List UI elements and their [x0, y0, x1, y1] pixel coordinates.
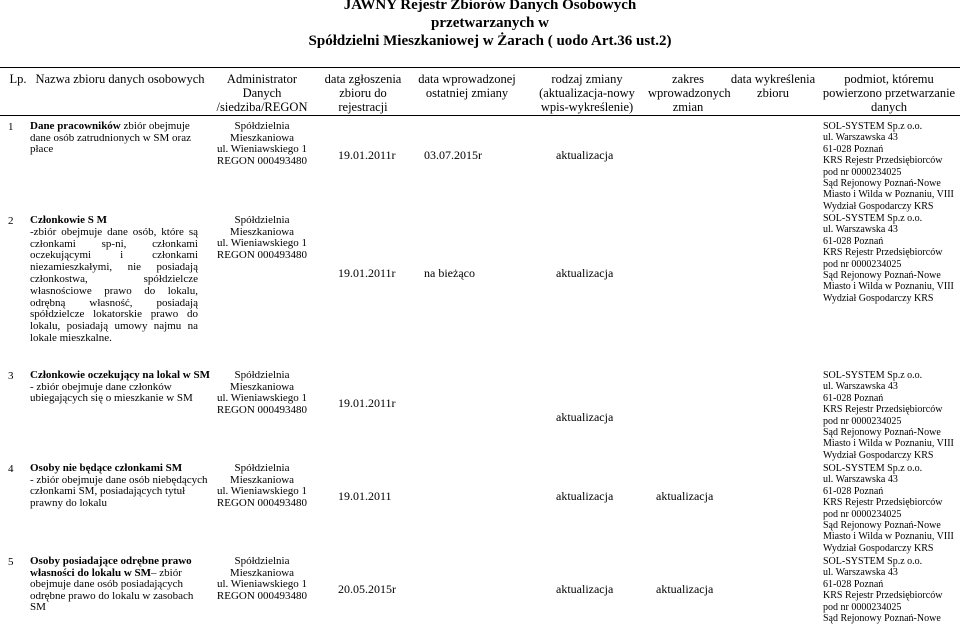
- row-last-change: na bieżąco: [424, 266, 475, 280]
- header-top-rule: [0, 67, 960, 68]
- processor-line: 61-028 Poznań: [823, 235, 884, 247]
- processor-line: 61-028 Poznań: [823, 578, 884, 590]
- header-lp: Lp.: [9, 72, 27, 86]
- row-change-type: aktualizacja: [556, 410, 614, 424]
- row-number: 2: [8, 215, 14, 227]
- row-number: 3: [8, 370, 14, 382]
- admin-line: Mieszkaniowa: [229, 473, 295, 486]
- header-bottom-rule: [0, 115, 960, 116]
- row-processor: [823, 213, 960, 304]
- processor-line: Miasto i Wilda w Poznaniu, VIII: [823, 531, 954, 543]
- processor-line: Sąd Rejonowy Poznań-Nowe: [823, 178, 941, 190]
- processor-line: Miasto i Wilda w Poznaniu, VIII: [823, 438, 954, 450]
- header-change-type: rodzaj zmiany (aktualizacja-nowy wpis-wykreślenie): [539, 72, 635, 114]
- processor-line: ul. Warszawska 43: [823, 567, 898, 579]
- admin-line: ul. Wieniawskiego 1: [216, 143, 308, 156]
- processor-line: pod nr 0000234025: [823, 258, 902, 270]
- row-registration-date: 19.01.2011r: [338, 266, 396, 280]
- processor-line: pod nr 0000234025: [823, 508, 902, 520]
- processor-line: ul. Warszawska 43: [823, 381, 898, 393]
- processor-line: ul. Warszawska 43: [823, 224, 898, 236]
- row-admin: [212, 556, 312, 602]
- row-admin: [212, 370, 312, 416]
- processor-line: pod nr 0000234025: [823, 166, 902, 178]
- admin-line: Spółdzielnia: [234, 462, 290, 474]
- row-processor: [823, 121, 960, 212]
- processor-line: KRS Rejestr Przedsiębiorców: [823, 497, 943, 509]
- processor-line: Miasto i Wilda w Poznaniu, VIII: [823, 189, 954, 201]
- row-admin: [212, 121, 312, 167]
- admin-line: Mieszkaniowa: [229, 131, 295, 144]
- header-admin: Administrator Danych /siedziba/REGON: [216, 72, 308, 114]
- header-name: Nazwa zbioru danych osobowych: [35, 72, 205, 86]
- processor-line: SOL-SYSTEM Sp.z o.o.: [823, 213, 923, 224]
- row-name: [30, 556, 210, 614]
- admin-line: REGON 000493480: [216, 248, 308, 261]
- admin-line: ul. Wieniawskiego 1: [216, 485, 308, 498]
- row-name: [30, 463, 210, 509]
- row-description: - zbiór obejmuje dane osób niebędących członkami SM, posiadających tytuł prawny do lokalu: [30, 473, 208, 509]
- row-description: - zbiór obejmuje dane członków ubiegających się o mieszkanie w SM: [30, 380, 193, 405]
- row-change-type: aktualizacja: [556, 489, 614, 503]
- admin-line: Mieszkaniowa: [229, 566, 295, 579]
- processor-line: KRS Rejestr Przedsiębiorców: [823, 404, 943, 416]
- processor-line: KRS Rejestr Przedsiębiorców: [823, 247, 943, 259]
- row-processor: [823, 370, 960, 461]
- processor-line: pod nr 0000234025: [823, 601, 902, 613]
- processor-line: Sąd Rejonowy Poznań-Nowe: [823, 427, 941, 439]
- processor-line: Sąd Rejonowy Poznań-Nowe: [823, 270, 941, 282]
- admin-line: ul. Wieniawskiego 1: [216, 237, 308, 250]
- row-registration-date: 19.01.2011r: [338, 396, 396, 410]
- header-processor: podmiot, któremu powierzono przetwarzanie danych: [822, 72, 956, 114]
- processor-line: KRS Rejestr Przedsiębiorców: [823, 155, 943, 167]
- row-admin: [212, 463, 312, 509]
- row-description: -zbiór obejmuje dane osób, które są członkami sp-ni, członkami oczekującymi i członkami niezamieszkałymi, nie posiadają członkostwa, spółdzielcze własnościowe prawo do lokalu, odrębną własność, posiadają spółdzielcze lokatorskie prawo do lokalu, posiadają umowy najmu na lokale mieszkalne.: [30, 225, 198, 344]
- processor-line: KRS Rejestr Przedsiębiorców: [823, 590, 943, 602]
- admin-line: Spółdzielnia: [234, 214, 290, 226]
- processor-line: Sąd Rejonowy Poznań-Nowe: [823, 520, 941, 532]
- processor-line: pod nr 0000234025: [823, 415, 902, 427]
- row-number: 1: [8, 121, 14, 133]
- row-description: zbiór obejmuje dane osób zatrudnionych w SM oraz płace: [30, 120, 191, 156]
- admin-line: ul. Wieniawskiego 1: [216, 392, 308, 405]
- row-change-type: aktualizacja: [556, 582, 614, 596]
- row-processor: [823, 463, 960, 554]
- row-change-type: aktualizacja: [556, 148, 614, 162]
- processor-line: Wydział Gospodarczy KRS: [823, 292, 934, 304]
- row-scope: aktualizacja: [656, 582, 714, 596]
- admin-line: ul. Wieniawskiego 1: [216, 578, 308, 591]
- processor-line: ul. Warszawska 43: [823, 474, 898, 486]
- row-name: [30, 121, 210, 156]
- header-registration-date: data zgłoszenia zbioru do rejestracji: [324, 72, 402, 114]
- header-scope: zakres wprowadzonych zmian: [648, 72, 731, 114]
- processor-line: SOL-SYSTEM Sp.z o.o.: [823, 121, 923, 132]
- row-number: 4: [8, 463, 14, 475]
- processor-line: Wydział Gospodarczy KRS: [823, 542, 934, 554]
- admin-line: Spółdzielnia: [234, 369, 290, 381]
- processor-line: SOL-SYSTEM Sp.z o.o.: [823, 556, 923, 567]
- row-title: Dane pracowników: [30, 120, 121, 132]
- processor-line: Sąd Rejonowy Poznań-Nowe: [823, 613, 941, 624]
- title-line-3: Spółdzielni Mieszkaniowej w Żarach ( uodo Art.36 ust.2): [308, 33, 672, 49]
- processor-line: Wydział Gospodarczy KRS: [823, 449, 934, 461]
- header-last-change: data wprowadzonej ostatniej zmiany: [418, 72, 516, 100]
- row-name: [30, 215, 198, 345]
- processor-line: 61-028 Poznań: [823, 143, 884, 155]
- admin-line: REGON 000493480: [216, 589, 308, 602]
- row-title: Osoby nie będące członkami SM: [30, 462, 183, 474]
- row-registration-date: 20.05.2015r: [338, 582, 396, 596]
- row-processor: [823, 556, 960, 624]
- admin-line: Spółdzielnia: [234, 120, 290, 132]
- document-title: [230, 0, 750, 50]
- row-number: 5: [8, 556, 14, 568]
- admin-line: REGON 000493480: [216, 403, 308, 416]
- processor-line: 61-028 Poznań: [823, 392, 884, 404]
- processor-line: ul. Warszawska 43: [823, 132, 898, 144]
- row-scope: aktualizacja: [656, 489, 714, 503]
- admin-line: Mieszkaniowa: [229, 380, 295, 393]
- admin-line: REGON 000493480: [216, 496, 308, 509]
- row-title: Osoby posiadające odrębne prawo własności do lokalu w SM: [30, 555, 192, 579]
- title-line-2: przetwarzanych w: [431, 15, 549, 31]
- row-last-change: 03.07.2015r: [424, 148, 482, 162]
- row-change-type: aktualizacja: [556, 266, 614, 280]
- row-description: – zbiór obejmuje dane osób posiadających odrębne prawo do lokalu w zasobach SM: [30, 566, 194, 614]
- title-line-1: JAWNY Rejestr Zbiorów Danych Osobowych: [343, 0, 637, 13]
- admin-line: REGON 000493480: [216, 154, 308, 167]
- row-name: [30, 370, 210, 405]
- row-title: Członkowie S M: [30, 214, 107, 226]
- header-delete-date: data wykreślenia zbioru: [730, 72, 816, 100]
- processor-line: Miasto i Wilda w Poznaniu, VIII: [823, 281, 954, 293]
- processor-line: SOL-SYSTEM Sp.z o.o.: [823, 463, 923, 474]
- admin-line: Mieszkaniowa: [229, 225, 295, 238]
- processor-line: SOL-SYSTEM Sp.z o.o.: [823, 370, 923, 381]
- row-registration-date: 19.01.2011r: [338, 148, 396, 162]
- row-admin: [212, 215, 312, 261]
- row-title: Członkowie oczekujący na lokal w SM: [30, 369, 210, 381]
- row-registration-date: 19.01.2011: [338, 489, 392, 503]
- processor-line: Wydział Gospodarczy KRS: [823, 200, 934, 212]
- processor-line: 61-028 Poznań: [823, 485, 884, 497]
- admin-line: Spółdzielnia: [234, 555, 290, 567]
